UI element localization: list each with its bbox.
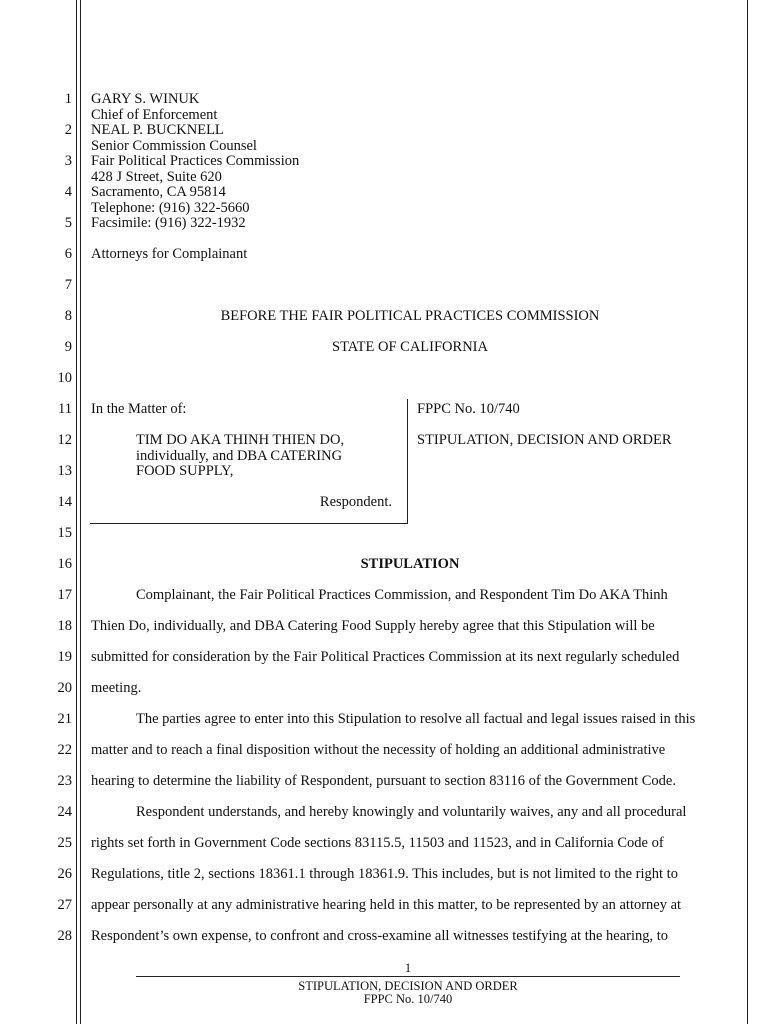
line-number: 3 [64,153,72,169]
line-number: 19 [57,649,72,665]
line-number: 15 [57,525,72,541]
line-number: 18 [57,618,72,634]
line-number: 25 [57,835,72,851]
line-number: 27 [57,897,72,913]
respondent-name-line: TIM DO AKA THINH THIEN DO, [136,432,345,448]
counsel-line: Sacramento, CA 95814 [91,184,226,200]
line-number: 6 [64,246,72,262]
caption-divider-vertical [407,399,408,523]
right-margin-rule [747,0,748,1024]
line-number: 28 [57,928,72,944]
body-line: Regulations, title 2, sections 18361.1 through 18361.9. This includes, but is not limited to the right to [91,866,678,882]
body-line: rights set forth in Government Code sections 83115.5, 11503 and 11523, and in California Code of [91,835,664,851]
respondent-label: Respondent. [319,494,392,510]
respondent-name-line: individually, and DBA CATERING [136,448,343,464]
footer-case-number: FPPC No. 10/740 [363,992,453,1006]
footer-title: STIPULATION, DECISION AND ORDER [298,979,518,993]
footer-rule [136,976,680,977]
line-number: 21 [57,711,72,727]
counsel-line: 428 J Street, Suite 620 [91,169,222,185]
case-number: FPPC No. 10/740 [417,401,520,417]
line-number: 20 [57,680,72,696]
stipulation-heading: STIPULATION [360,556,460,572]
court-title: BEFORE THE FAIR POLITICAL PRACTICES COMMISSION [220,308,600,324]
line-number: 1 [64,91,72,107]
counsel-line: Fair Political Practices Commission [91,153,300,169]
line-number: 22 [57,742,72,758]
body-line: meeting. [91,680,142,696]
counsel-line: NEAL P. BUCKNELL [91,122,224,138]
attorneys-for: Attorneys for Complainant [91,246,248,262]
counsel-line: Telephone: (916) 322-5660 [91,200,250,216]
body-line: submitted for consideration by the Fair Political Practices Commission at its next regularly scheduled [91,649,680,665]
line-number: 23 [57,773,72,789]
line-number: 10 [57,370,72,386]
body-line: Respondent’s own expense, to confront and cross-examine all witnesses testifying at the hearing, to [91,928,669,944]
body-line: hearing to determine the liability of Respondent, pursuant to section 83116 of the Government Code. [91,773,676,789]
line-number: 8 [64,308,72,324]
line-number: 11 [58,401,72,417]
line-number: 14 [57,494,72,510]
line-number: 9 [64,339,72,355]
body-line: appear personally at any administrative hearing held in this matter, to be represented by an attorney at [91,897,682,913]
line-number: 26 [57,866,72,882]
left-margin-rule-outer [76,0,77,1024]
line-number: 12 [57,432,72,448]
respondent-name-line: FOOD SUPPLY, [136,463,234,479]
body-line: The parties agree to enter into this Stipulation to resolve all factual and legal issues raised in this [136,711,696,727]
body-line: Complainant, the Fair Political Practices Commission, and Respondent Tim Do AKA Thinh [136,587,668,603]
counsel-line: Facsimile: (916) 322-1932 [91,215,246,231]
line-number: 5 [64,215,72,231]
line-number: 2 [64,122,72,138]
page-number: 1 [404,961,412,975]
line-number: 7 [64,277,72,293]
body-line: Respondent understands, and hereby knowingly and voluntarily waives, any and all procedural [136,804,687,820]
line-number: 4 [64,184,72,200]
body-line: matter and to reach a final disposition without the necessity of holding an additional administrative [91,742,666,758]
left-margin-rule-inner [80,0,81,1024]
counsel-line: Senior Commission Counsel [91,138,257,154]
line-number: 17 [57,587,72,603]
line-number: 13 [57,463,72,479]
caption-divider-horizontal [90,523,408,524]
body-line: Thien Do, individually, and DBA Catering Food Supply hereby agree that this Stipulation will be [91,618,655,634]
counsel-line: Chief of Enforcement [91,107,218,123]
counsel-line: GARY S. WINUK [91,91,200,107]
line-number: 16 [57,556,72,572]
in-the-matter: In the Matter of: [91,401,187,417]
court-state: STATE OF CALIFORNIA [332,339,488,355]
document-title: STIPULATION, DECISION AND ORDER [417,432,672,448]
line-number: 24 [57,804,72,820]
